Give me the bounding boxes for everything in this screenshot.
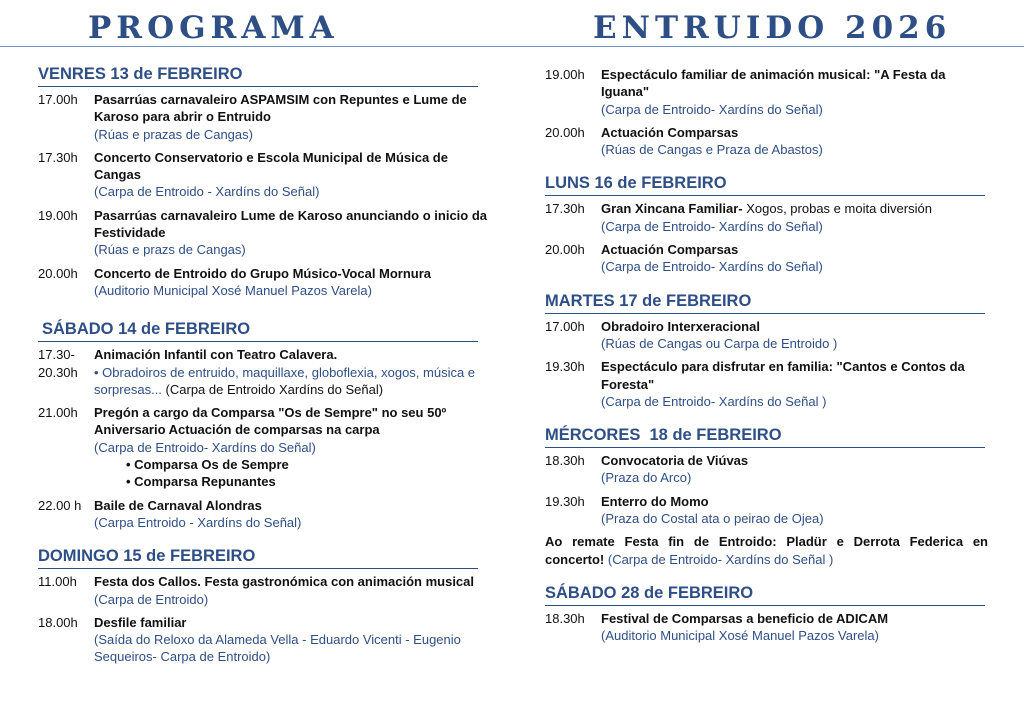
event-title: Convocatoria de Viúvas (601, 453, 749, 469)
event-place: (Saída do Reloxo da Alameda Vella - Eduardo Vicenti - Eugenio Sequeiros- Carpa de Entroido) (94, 632, 461, 665)
day-heading-venres: VENRES 13 de FEBREIRO (38, 64, 478, 87)
event-time: 17.30h (38, 149, 78, 165)
event-title: Pasarrúas carnavaleiro Lume de Karoso anunciando o inicio da Festividade (94, 207, 488, 241)
event-place: (Rúas e prazs de Cangas) (94, 242, 246, 258)
event-description: Xogos, probas e moita diversión (742, 201, 932, 217)
event-title: Obradoiro Interxeracional (601, 318, 760, 334)
event-item (545, 318, 988, 353)
page-title-programa: PROGRAMA (88, 10, 339, 46)
day-heading-martes: MARTES 17 de FEBREIRO (545, 291, 985, 314)
event-item (545, 241, 988, 276)
page-title-entruido: ENTRUIDO 2026 (593, 10, 952, 46)
right-column (545, 66, 988, 651)
event-item (38, 265, 488, 300)
event-place: (Carpa de Entroido) (94, 591, 209, 607)
event-item (38, 497, 488, 532)
event-title: Concerto Conservatorio e Escola Municipal de Música de Cangas (94, 149, 448, 183)
event-title: Espectáculo para disfrutar en familia: "Cantos e Contos da Foresta" (601, 359, 965, 392)
event-title: Actuación Comparsas (601, 124, 739, 140)
event-place: (Carpa de Entroido- Xardíns do Señal) (601, 259, 823, 275)
event-place: (Praza do Arco) (601, 470, 692, 486)
closing-note-place: (Carpa de Entroido- Xardíns do Señal ) (607, 551, 834, 567)
event-time: 20.00h (545, 242, 585, 258)
comparsa-list-item: • Comparsa Os de Sempre (126, 457, 289, 473)
event-title: Pregón a cargo da Comparsa "Os de Sempre" no seu 50º Aniversario Actuación de comparsas na carpa (94, 405, 447, 438)
event-time: 22.00 h (38, 497, 82, 513)
event-place: (Praza do Costal ata o peirao de Ojea) (601, 511, 824, 527)
event-title: Baile de Carnaval Alondras (94, 497, 262, 513)
event-title: Festival de Comparsas a beneficio de ADICAM (601, 610, 889, 626)
event-place: (Carpa de Entroido- Xardíns do Señal) (601, 218, 823, 234)
event-time: 20.00h (545, 124, 585, 140)
event-place: (Carpa de Entroido- Xardíns do Señal ) (601, 393, 827, 409)
event-title: Pasarrúas carnavaleiro ASPAMSIM con Repuntes e Lume de Karoso para abrir o Entruido (94, 92, 467, 125)
event-item (545, 358, 988, 410)
event-time-end: 20.30h (38, 364, 78, 380)
day-heading-luns: LUNS 16 de FEBREIRO (545, 173, 985, 196)
day-heading-domingo: DOMINGO 15 de FEBREIRO (38, 546, 478, 569)
header-divider (0, 46, 1024, 47)
event-item (545, 124, 988, 159)
event-place: (Carpa Entroido - Xardíns do Señal) (94, 514, 302, 530)
day-heading-sabado-14: SÁBADO 14 de FEBREIRO (38, 319, 478, 342)
event-time: 19.00h (545, 67, 585, 82)
event-place: (Auditorio Municipal Xosé Manuel Pazos Varela) (94, 282, 372, 298)
left-column (38, 64, 488, 672)
event-place: (Rúas e prazas de Cangas) (94, 126, 253, 142)
event-item (38, 614, 488, 666)
event-place: (Auditorio Municipal Xosé Manuel Pazos Varela) (601, 628, 879, 644)
event-item (545, 493, 988, 528)
event-title: Desfile familiar (94, 614, 187, 630)
event-time: 20.00h (38, 265, 78, 281)
event-time: 17.30h (545, 201, 585, 217)
event-time: 18.30h (545, 610, 585, 626)
event-place: (Rúas de Cangas ou Carpa de Entroido ) (601, 335, 838, 351)
event-title: Animación Infantil con Teatro Calavera. (94, 347, 338, 363)
event-place: (Rúas de Cangas e Praza de Abastos) (601, 142, 823, 158)
event-item (545, 66, 988, 118)
event-title: Enterro do Momo (601, 493, 709, 509)
event-title: Gran Xincana Familiar- (601, 201, 743, 217)
event-item (545, 452, 988, 487)
closing-note-text: Ao remate Festa fin de Entroido: Pladür e Derrota Federica en concerto! (545, 534, 988, 567)
event-title: Actuación Comparsas (601, 242, 739, 258)
event-title: Concerto de Entroido do Grupo Músico-Vocal Mornura (94, 265, 432, 281)
day-heading-mercores: MÉRCORES 18 de FEBREIRO (545, 425, 985, 448)
event-subtitle: • Obradoiros de entruido, maquillaxe, globoflexia, xogos, música e sorpresas... (94, 364, 476, 397)
event-time: 17.00h (38, 92, 78, 107)
event-place: (Carpa de Entroido- Xardíns do Señal) (94, 439, 316, 455)
event-title: Espectáculo familiar de animación musical: "A Festa da Iguana" (601, 67, 946, 100)
event-place: (Carpa de Entroido - Xardíns do Señal) (94, 184, 320, 200)
event-time: 17.00h (545, 318, 585, 334)
event-place: (Carpa de Entroido Xardíns do Señal) (165, 381, 384, 397)
event-time-start: 17.30- (38, 347, 75, 363)
event-item (38, 346, 488, 398)
event-time: 18.00h (38, 614, 78, 630)
event-time: 21.00h (38, 405, 78, 421)
event-item (545, 200, 988, 235)
event-time: 19.30h (545, 359, 585, 375)
event-place: (Carpa de Entroido- Xardíns do Señal) (601, 101, 823, 117)
closing-note (545, 533, 988, 568)
event-item (38, 149, 488, 201)
event-time: 18.30h (545, 453, 585, 469)
event-title: Festa dos Callos. Festa gastronómica con animación musical (94, 574, 475, 590)
event-item (38, 573, 488, 608)
day-heading-sabado-28: SÁBADO 28 de FEBREIRO (545, 583, 985, 606)
event-time: 19.00h (38, 207, 78, 223)
event-time: 11.00h (38, 574, 77, 590)
event-item (38, 207, 488, 259)
event-item (38, 91, 488, 143)
event-item (38, 404, 488, 490)
event-item (545, 610, 988, 645)
event-time: 19.30h (545, 493, 585, 509)
comparsa-list-item: • Comparsa Repunantes (126, 474, 276, 490)
